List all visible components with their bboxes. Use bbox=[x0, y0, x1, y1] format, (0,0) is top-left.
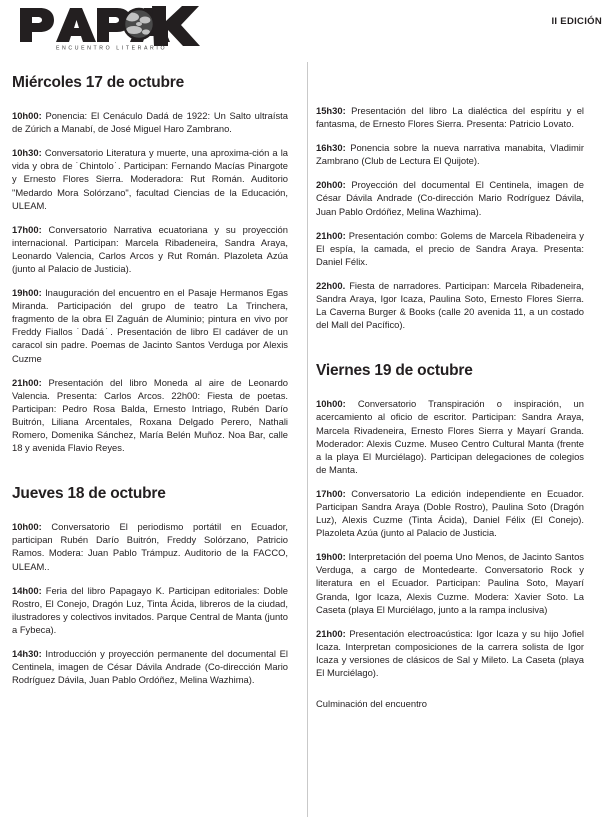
entry-time: 20h00: bbox=[316, 179, 346, 191]
entry-time: 17h00: bbox=[316, 487, 346, 499]
day-heading-miercoles: Miércoles 17 de octubre bbox=[12, 74, 184, 91]
schedule-entry bbox=[12, 223, 288, 275]
day-heading-jueves: Jueves 18 de octubre bbox=[12, 485, 166, 503]
schedule-entry bbox=[316, 141, 584, 167]
entry-text: Presentación del libro Moneda al aire de Leonardo Valencia. Presenta: Carlos Arcos. 22h00: Fiesta de poetas. Participan: Pedro Rosa Balda, Ernesto Intriago, Rubén Darío Buitrón, Liliana Arcentales, Roxana Delgado Perero, Nathali Romero, Domenika Sánchez, María Belén Muñoz. Noa Bar, calle 18 y avenida Flavio Reyes. bbox=[12, 376, 288, 454]
entry-text: Conversatorio Narrativa ecuatoriana y su proyección internacional. Participan: Marcela Ribadeneira, Sandra Araya, Leonardo Valencia, Carlos Arcos y Rut Román. Plazoleta Azúa (junto al Palacio de Justicia). bbox=[12, 223, 288, 274]
entry-text: Ponencia sobre la nueva narrativa manabita, Vladimir Zambrano (Club de Lectura El Quijote). bbox=[316, 142, 584, 167]
entry-text: Feria del libro Papagayo K. Participan editoriales: Doble Rostro, El Conejo, Dragón Luz, Tinta Ácida, libreros de la ciudad, ilustradores y colectivos invitados. Parque Central de Manta (junto a Fybeca). bbox=[12, 584, 288, 635]
entry-text: Fiesta de narradores. Participan: Marcela Ribadeneira, Sandra Araya, Igor Icaza, Paulina Soto, Ernesto Flores Sierra. La Caverna Burger & Books (calle 20 avenida 11, a un costado del Mall del Pacífico). bbox=[316, 279, 584, 331]
schedule-entry bbox=[12, 146, 288, 211]
schedule-entry bbox=[316, 487, 584, 539]
entry-text: Ponencia: El Cenáculo Dadá de 1922: Un Salto ultraísta de Zúrich a Manabí, de José Miguel Haro Zambrano. bbox=[12, 110, 288, 135]
schedule-entry bbox=[12, 286, 288, 365]
entry-text: Introducción y proyección permanente del documental El Centinela, imagen de César Dávila Andrade (Co-dirección Mario Rodríguez Dávila, Juan Pablo Ordóñez, Melina Wazhima). bbox=[12, 648, 288, 686]
entry-text: Interpretación del poema Uno Menos, de Jacinto Santos Verduga, a cargo de Montedearte. Conversatorio Rock y literatura en el Ecuador. Participan: Paulina Soto, Mayarí Granda, Igor Icaza, Alexis Cuzme. Modera: Xavier Soto. La Caseta (playa El Murciélago, junto a la rampa inclusiva) bbox=[316, 551, 584, 615]
edition-badge: II EDICIÓN bbox=[551, 16, 602, 27]
papagayo-logo bbox=[12, 6, 202, 52]
entry-time: 10h00: bbox=[316, 398, 346, 410]
schedule-entry bbox=[316, 550, 584, 615]
entry-time: 19h00: bbox=[12, 287, 42, 299]
entry-time: 10h30: bbox=[12, 147, 42, 159]
logo-tagline-text: ENCUENTRO LITERARIO bbox=[56, 45, 168, 52]
closing-note: Culminación del encuentro bbox=[316, 698, 428, 710]
entry-text: Conversatorio La edición independiente en Ecuador. Participan Sandra Araya (Doble Rostro), Paulina Soto (Dragón Luz), Alexis Cuzme (Tinta Ácida), Daniel Félix (El Conejo). Plazoleta Azúa (junto al Palacio de Justicia. bbox=[316, 487, 584, 539]
content-columns bbox=[0, 58, 616, 819]
schedule-entry bbox=[12, 584, 288, 636]
schedule-entry bbox=[316, 279, 584, 331]
entry-time: 21h00: bbox=[316, 229, 346, 241]
right-column bbox=[298, 58, 584, 819]
section-gap bbox=[12, 465, 288, 485]
entry-time: 21h00: bbox=[12, 376, 42, 388]
entry-text: Conversatorio El periodismo portátil en Ecuador, participan Rubén Darío Buitrón, Freddy Solórzano, Patricio Ramos. Modera: Juan Pablo Trámpuz. Auditorio de la FACCO, ULEAM.. bbox=[12, 521, 288, 572]
entry-text: Presentación combo: Golems de Marcela Ribadeneira y El espía, la camada, el precio de Sandra Araya. Presenta: Daniel Félix. bbox=[316, 229, 584, 267]
entry-text: Presentación del libro La dialéctica del espíritu y el fantasma, de Ernesto Flores Sierra. Presenta: Patricio Lovato. bbox=[316, 105, 584, 130]
schedule-entry bbox=[316, 229, 584, 268]
entry-time: 16h30: bbox=[316, 142, 346, 154]
column-divider bbox=[307, 62, 308, 817]
day-heading-viernes: Viernes 19 de octubre bbox=[316, 362, 473, 380]
entry-time: 21h00: bbox=[316, 627, 346, 639]
entry-text: Proyección del documental El Centinela, imagen de César Dávila Andrade (Co-dirección Mario Rodríguez Dávila, Juan Pablo Ordóñez, Melina Wazhima). bbox=[316, 179, 584, 217]
entry-time: 14h30: bbox=[12, 648, 42, 659]
section-gap bbox=[316, 342, 584, 362]
schedule-entry bbox=[12, 376, 288, 455]
closing-gap bbox=[316, 690, 584, 697]
entry-time: 15h30: bbox=[316, 105, 346, 116]
globe-medallion-icon bbox=[124, 9, 154, 39]
schedule-entry bbox=[316, 627, 584, 679]
entry-time: 19h00: bbox=[316, 551, 346, 563]
schedule-entry bbox=[316, 397, 584, 476]
entry-time: 17h00: bbox=[12, 223, 42, 235]
entry-text: Conversatorio Literatura y muerte, una aproxima-ción a la vida y obra de ˙Chintolo˙. Participan: Fernando Macías Pinargote y Ernesto Flores Sierra. Moderadora: Rut Román. Auditorio "Medardo Mora Solórzano", facultad Ciencias de la Educación, ULEAM. bbox=[12, 147, 288, 211]
entry-time: 10h00: bbox=[12, 110, 42, 122]
entry-time: 14h00: bbox=[12, 584, 42, 596]
schedule-entry bbox=[12, 520, 288, 572]
masthead bbox=[0, 0, 616, 58]
schedule-entry bbox=[316, 178, 584, 217]
logo-wordmark-icon bbox=[12, 6, 202, 52]
schedule-entry bbox=[12, 109, 288, 135]
entry-text: Inauguración del encuentro en el Pasaje Hermanos Egas Miranda. Participación del grupo de teatro La Trinchera, fragmento de la obra El Zaguán de Aluminio; pintura en vivo por Freddy Fiallos ˙Dadá˙. Presentación de libro El cadáver de un caracol sin padre. Poemas de Jacinto Santos Verduga por Alexis Cuzme bbox=[12, 287, 288, 364]
entry-text: Presentación electroacústica: Igor Icaza y su hijo Jofiel Icaza. Interpretan composiciones de la carrera solista de Igor Icaza y versiones de clásicos de Sal y Mileto. La Caseta (playa El Murciélago). bbox=[316, 627, 584, 679]
left-column bbox=[12, 58, 298, 819]
entry-text: Conversatorio Transpiración o inspiración, un acercamiento al oficio de escritor. Participan: Sandra Araya, Marcela Rivadeneira, Ernesto Flores Sierra y Mayarí Granda. Moderador: Alexis Cuzme. Museo Centro Cultural Manta (frente a la playa El Murciélago). Participan delegaciones de colegios de Manta. bbox=[316, 398, 584, 475]
entry-time: 22h00. bbox=[316, 279, 346, 291]
entry-time: 10h00: bbox=[12, 521, 42, 533]
schedule-entry bbox=[316, 104, 584, 130]
schedule-entry bbox=[12, 647, 288, 686]
right-column-top-spacer bbox=[316, 58, 584, 104]
